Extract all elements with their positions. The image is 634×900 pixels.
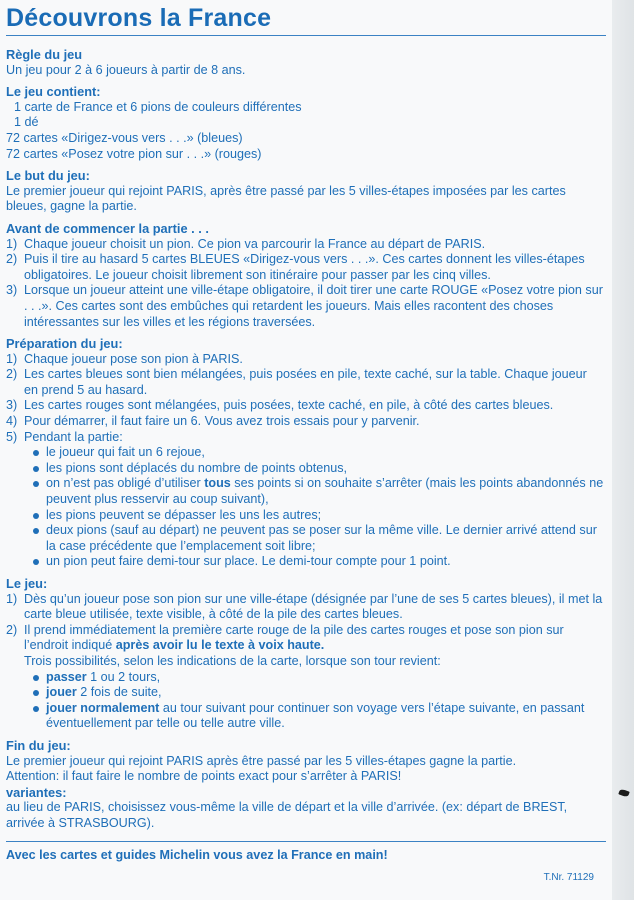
list-item	[6, 367, 604, 398]
list-item	[6, 592, 604, 623]
footer-divider	[6, 841, 606, 842]
bullet-text: ses points si on souhaite s’arrêter (mais les points abandonnés ne peuvent plus resservir au coup suivant),	[46, 476, 604, 507]
item-bold: après avoir lu le texte à voix haute.	[115, 638, 325, 653]
contient-line: 72 cartes «Posez votre pion sur . . .» (rouges)	[6, 146, 262, 161]
footer-slogan: Avec les cartes et guides Michelin vous avez la France en main!	[6, 848, 388, 862]
lejeu-list	[6, 592, 604, 732]
item-text: Il prend immédiatement la première carte rouge de la pile des cartes rouges et pose son pion sur l’endroit indiqué	[24, 622, 564, 653]
possibilites-bullets	[24, 670, 604, 732]
reference-number: T.Nr. 71129	[543, 872, 594, 883]
item-number: 3)	[6, 283, 18, 298]
section-contient	[6, 84, 604, 162]
list-item	[6, 623, 604, 732]
item-number: 2)	[6, 252, 18, 267]
bullet-text: au tour suivant pour continuer son voyage vers l’étape suivante, en passant éventuellement par telle ou telle autre ville.	[46, 700, 585, 731]
bullet-bold: passer	[46, 669, 87, 684]
bullet-item: un pion peut faire demi-tour sur place. Le demi-tour compte pour 1 point.	[24, 554, 604, 570]
bullet-item: deux pions (sauf au départ) ne peuvent pas se poser sur la même ville. Le dernier arrivé attend sur la case précédente que l’emplacement soit libre;	[24, 523, 604, 554]
bullet-item	[24, 685, 604, 701]
bullet-text: 1 ou 2 tours,	[86, 669, 161, 684]
pendant-bullets	[24, 445, 604, 570]
title-divider	[6, 35, 606, 36]
list-item	[6, 398, 604, 414]
item-text: Dès qu’un joueur pose son pion sur une ville-étape (désignée par l’une de ses 5 cartes bleues), il met la carte bleue utilisée, texte visible, à côté de la pile des cartes bleues.	[24, 591, 603, 622]
item-number: 2)	[6, 622, 18, 637]
trois-possibilites: Trois possibilités, selon les indications de la carte, lorsque son tour revient:	[24, 653, 441, 668]
but-text: Le premier joueur qui rejoint PARIS, après être passé par les 5 villes-étapes imposées par les cartes bleues, gagne la partie.	[6, 183, 566, 214]
item-text: Pendant la partie:	[24, 429, 123, 444]
section-but	[6, 168, 604, 215]
list-item	[6, 414, 604, 430]
bullet-text: on n’est pas obligé d’utiliser	[46, 476, 205, 491]
regle-heading: Règle du jeu	[6, 47, 83, 62]
page-title: Découvrons la France	[6, 4, 272, 32]
item-text: Les cartes bleues sont bien mélangées, puis posées en pile, texte caché, sur la table. Chaque joueur en prend 5 au hasard.	[24, 367, 587, 397]
bullet-item: le joueur qui fait un 6 rejoue,	[24, 445, 604, 461]
regle-text: Un jeu pour 2 à 6 joueurs à partir de 8 ans.	[6, 62, 246, 77]
bullet-bold: tous	[204, 476, 231, 491]
item-number: 4)	[6, 414, 18, 429]
item-text: Pour démarrer, il faut faire un 6. Vous avez trois essais pour y parvenir.	[24, 414, 420, 429]
preparation-list	[6, 352, 604, 570]
section-lejeu	[6, 576, 604, 732]
bullet-item: les pions peuvent se dépasser les uns les autres;	[24, 508, 604, 524]
list-item	[6, 237, 604, 253]
but-heading: Le but du jeu:	[6, 168, 90, 184]
bullet-item	[24, 670, 604, 686]
fin-line: Attention: il faut faire le nombre de points exact pour s’arrêter à PARIS!	[6, 769, 402, 784]
variantes-text: au lieu de PARIS, choisissez vous-même la ville de départ et la ville d’arrivée. (ex: départ de BREST, arrivée à STRASBOURG).	[6, 800, 568, 830]
item-text: Chaque joueur choisit un pion. Ce pion va parcourir la France au départ de PARIS.	[24, 236, 486, 251]
item-text: Lorsque un joueur atteint une ville-étape obligatoire, il doit tirer une carte ROUGE «Posez votre pion sur . . .». Ces cartes sont des embûches qui retardent les joueurs. Mais elles racontent des choses intéressantes sur les villes et les régions traversées.	[24, 283, 603, 329]
preparation-heading: Préparation du jeu:	[6, 336, 123, 352]
item-number: 5)	[6, 429, 18, 444]
bullet-item	[24, 701, 604, 732]
item-text: Chaque joueur pose son pion à PARIS.	[24, 351, 243, 366]
section-preparation	[6, 336, 604, 570]
list-item	[6, 352, 604, 368]
item-number: 1)	[6, 351, 18, 366]
item-number: 1)	[6, 236, 18, 251]
rules-content	[6, 47, 604, 838]
contient-line: 72 cartes «Dirigez-vous vers . . .» (bleues)	[6, 130, 243, 145]
bullet-text: 2 fois de suite,	[76, 685, 162, 700]
lejeu-heading: Le jeu:	[6, 576, 48, 591]
item-text: Puis il tire au hasard 5 cartes BLEUES «Dirigez-vous vers . . .». Ces cartes donnent les villes-étapes obligatoires. Le joueur choisit librement son itinéraire pour passer par les cinq villes.	[24, 252, 585, 282]
list-item	[6, 430, 604, 570]
section-regle	[6, 47, 604, 78]
bullet-bold: jouer normalement	[46, 700, 160, 715]
list-item	[6, 283, 604, 330]
variantes-heading: variantes:	[6, 784, 67, 800]
contient-line: 1 dé	[14, 115, 39, 130]
contient-line: 1 carte de France et 6 pions de couleurs différentes	[14, 99, 302, 114]
item-number: 3)	[6, 398, 18, 413]
list-item	[6, 252, 604, 283]
item-number: 2)	[6, 367, 18, 382]
bullet-item: les pions sont déplacés du nombre de points obtenus,	[24, 461, 604, 477]
bullet-item	[24, 476, 604, 507]
item-text: Les cartes rouges sont mélangées, puis posées, texte caché, en pile, à côté des cartes bleues.	[24, 398, 554, 413]
bullet-bold: jouer	[46, 685, 77, 700]
section-avant	[6, 221, 604, 330]
fin-heading: Fin du jeu:	[6, 737, 71, 753]
avant-list	[6, 237, 604, 331]
item-number: 1)	[6, 591, 18, 606]
contient-heading: Le jeu contient:	[6, 84, 101, 100]
page-edge	[612, 0, 634, 900]
fin-line: Le premier joueur qui rejoint PARIS après être passé par les 5 villes-étapes gagne la partie.	[6, 753, 517, 768]
avant-heading: Avant de commencer la partie . . .	[6, 220, 209, 236]
section-fin	[6, 738, 604, 832]
